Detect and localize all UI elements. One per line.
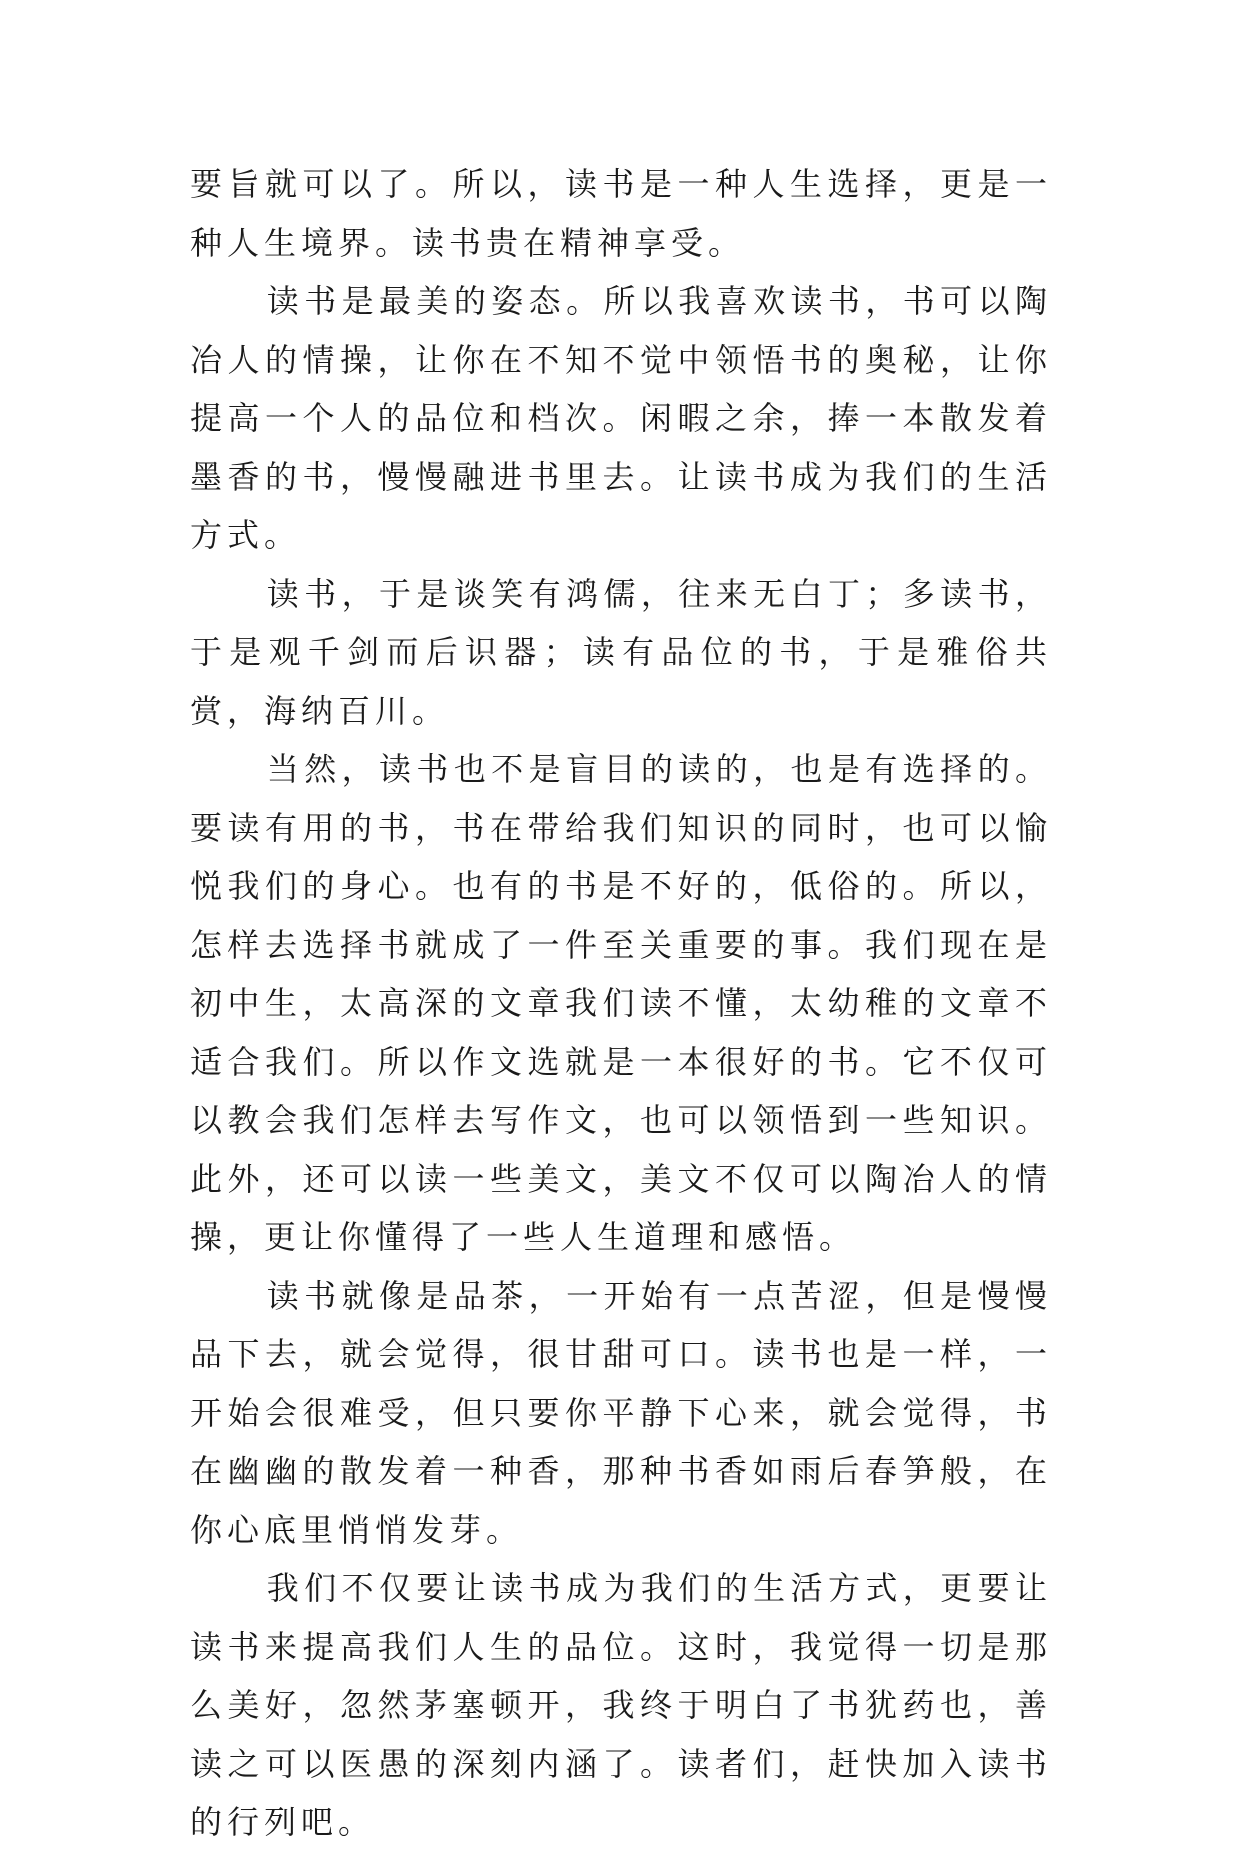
paragraph: 读书，于是谈笑有鸿儒，往来无白丁；多读书，于是观千剑而后识器；读有品位的书，于是雅俗共赏，海纳百川。 bbox=[190, 574, 1052, 730]
paragraph: 读书就像是品茶，一开始有一点苦涩，但是慢慢品下去，就会觉得，很甘甜可口。读书也是一样，一开始会很难受，但只要你平静下心来，就会觉得，书在幽幽的散发着一种香，那种书香如雨后春笋般，在你心底里悄悄发芽。 bbox=[190, 1276, 1052, 1549]
paragraph: 我们不仅要让读书成为我们的生活方式，更要让读书来提高我们人生的品位。这时，我觉得一切是那么美好，忽然茅塞顿开，我终于明白了书犹药也，善读之可以医愚的深刻内涵了。读者们，赶快加入读书的行列吧。 bbox=[190, 1569, 1052, 1841]
document-body bbox=[190, 155, 1052, 1852]
paragraph-continuation: 要旨就可以了。所以，读书是一种人生选择，更是一种人生境界。读书贵在精神享受。 bbox=[190, 165, 1052, 262]
paragraph: 当然，读书也不是盲目的读的，也是有选择的。要读有用的书，书在带给我们知识的同时，也可以愉悦我们的身心。也有的书是不好的，低俗的。所以，怎样去选择书就成了一件至关重要的事。我们现在是初中生，太高深的文章我们读不懂，太幼稚的文章不适合我们。所以作文选就是一本很好的书。它不仅可以教会我们怎样去写作文，也可以领悟到一些知识。此外，还可以读一些美文，美文不仅可以陶冶人的情操，更让你懂得了一些人生道理和感悟。 bbox=[190, 750, 1052, 1256]
paragraph: 读书是最美的姿态。所以我喜欢读书，书可以陶冶人的情操，让你在不知不觉中领悟书的奥秘，让你提高一个人的品位和档次。闲暇之余，捧一本散发着墨香的书，慢慢融进书里去。让读书成为我们的生活方式。 bbox=[190, 282, 1052, 554]
